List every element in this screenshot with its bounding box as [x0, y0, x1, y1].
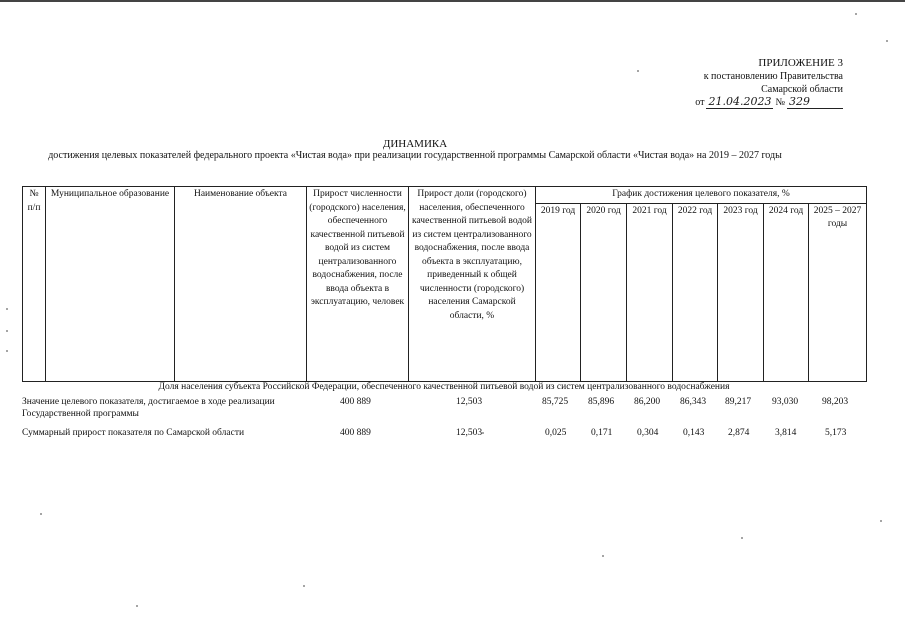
row-value-2024: 93,030 — [772, 397, 799, 407]
section-title: Доля населения субъекта Российской Федерации, обеспеченного качественной питьевой водой из систем централизованного водоснабжения — [158, 382, 730, 392]
row-value-2020: 85,896 — [588, 397, 615, 407]
appendix-line-1: к постановлению Правительства — [703, 71, 843, 82]
scan-speck — [482, 432, 484, 434]
header-num: № п/п — [23, 187, 46, 382]
appendix-line-2: Самарской области — [761, 84, 843, 95]
row-value-2022: 0,143 — [683, 428, 705, 438]
header-year: 2021 год — [627, 203, 673, 381]
row-share: 12,503 — [456, 397, 483, 407]
row-value-2023: 2,874 — [728, 428, 750, 438]
handwritten-date: 21.04.2023 — [708, 95, 772, 108]
scan-speck — [886, 40, 888, 42]
scan-speck — [637, 70, 639, 72]
header-year: 2019 год — [536, 203, 581, 381]
header-year: 2022 год — [673, 203, 718, 381]
row-value-2019: 85,725 — [542, 397, 569, 407]
row-population: 400 889 — [340, 397, 371, 407]
header-growth-population: Прирост численности (городского) населения, обеспеченного качественной питьевой водой из систем централизованного водоснабжения, после ввода объекта в эксплуатацию, человек — [307, 187, 409, 382]
number-sign: № — [775, 97, 785, 108]
document-subtitle: достижения целевых показателей федерального проекта «Чистая вода» при реализации государственной программы Самарской области «Чистая вода» на 2019 – 2027 годы — [48, 150, 782, 161]
document-title: ДИНАМИКА — [382, 138, 448, 150]
scan-speck — [6, 350, 8, 352]
scan-speck — [6, 308, 8, 310]
table-header-row — [23, 187, 867, 204]
row-value-2020: 0,171 — [591, 428, 613, 438]
header-year: 2025 – 2027 годы — [809, 203, 867, 381]
scan-speck — [602, 555, 604, 557]
row-label: Значение целевого показателя, достигаемое в ходе реализации Государственной программы — [22, 397, 275, 419]
date-prefix: от — [695, 97, 705, 108]
handwritten-number: 329 — [787, 96, 843, 109]
row-value-2022: 86,343 — [680, 397, 707, 407]
scan-speck — [40, 513, 42, 515]
header-year: 2024 год — [764, 203, 809, 381]
indicator-table — [22, 186, 867, 382]
scan-speck — [136, 605, 138, 607]
row-value-2023: 89,217 — [725, 397, 752, 407]
appendix-title: ПРИЛОЖЕНИЕ 3 — [758, 57, 843, 69]
header-schedule: График достижения целевого показателя, % — [536, 187, 867, 204]
appendix-block — [640, 57, 843, 109]
row-population: 400 889 — [340, 428, 371, 438]
row-value-2021: 86,200 — [634, 397, 661, 407]
row-value-2019: 0,025 — [545, 428, 567, 438]
scan-speck — [880, 520, 882, 522]
header-object: Наименование объекта — [175, 187, 307, 382]
scan-speck — [741, 537, 743, 539]
row-value-2025-2027: 98,203 — [822, 397, 849, 407]
header-growth-share: Прирост доли (городского) населения, обеспеченного качественной питьевой водой из систем централизованного водоснабжения, после ввода объекта в эксплуатацию, приведенный к общей численности (городского) населения Самарской области, % — [409, 187, 536, 382]
scan-speck — [855, 13, 857, 15]
row-value-2024: 3,814 — [775, 428, 797, 438]
scan-top-border — [0, 0, 905, 2]
scan-speck — [303, 585, 305, 587]
row-label: Суммарный прирост показателя по Самарской области — [22, 428, 245, 438]
header-year: 2020 год — [581, 203, 627, 381]
scan-speck — [6, 330, 8, 332]
row-share: 12,503 — [456, 428, 483, 438]
header-year: 2023 год — [718, 203, 764, 381]
document-heading — [20, 138, 810, 162]
row-value-2021: 0,304 — [637, 428, 659, 438]
header-municipality: Муниципальное образование — [46, 187, 175, 382]
appendix-date-line — [640, 96, 843, 109]
row-value-2025-2027: 5,173 — [825, 428, 847, 438]
